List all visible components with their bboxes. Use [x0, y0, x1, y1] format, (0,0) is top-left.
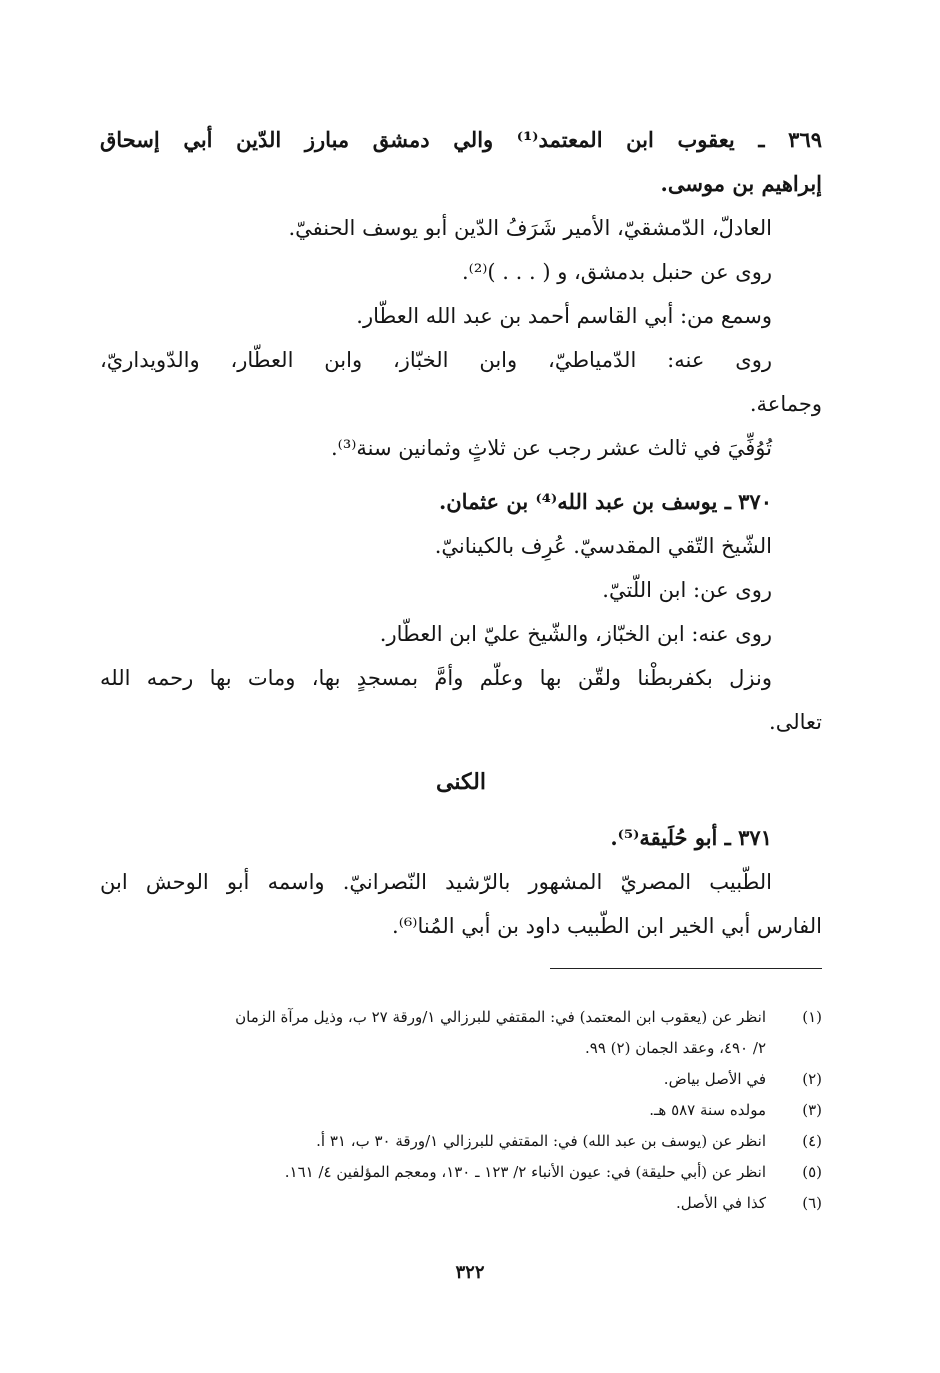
footnote-number: (٤) [802, 1132, 822, 1150]
entry-369-heading: ٣٦٩ ـ يعقوب ابن المعتمد⁽¹⁾ والي دمشق مبارز الدّين أبي إسحاق [100, 127, 822, 152]
footnote-text: كذا في الأصل. [676, 1194, 766, 1212]
entry-370-biography: ونزل بكفربطْنا ولقّن بها وعلّم وأمَّ بمسجدٍ بها، ومات بها رحمه الله [100, 666, 772, 690]
main-text [100, 118, 822, 948]
footnote-3 [100, 1095, 822, 1126]
footnote-text: في الأصل بياض. [663, 1070, 766, 1088]
footnote-1 [100, 1002, 822, 1064]
footnote-text: انظر عن (أبي حليقة) في: عيون الأنباء ٢/ ١٢٣ ـ ١٣٠، ومعجم المؤلفين ٤/ ١٦١. [284, 1163, 766, 1181]
footnote-text-line1: انظر عن (يعقوب ابن المعتمد) في: المقتفي للبرزالي ١/ورقة ٢٧ ب، وذيل مرآة الزمان [235, 1008, 766, 1026]
footnote-number: (٢) [802, 1070, 822, 1088]
entry-370-description: الشّيخ التّقي المقدسيّ. عُرِف بالكينانيّ. [434, 534, 772, 558]
footnote-4 [100, 1126, 822, 1157]
entry-369-narrated-from: روى عن حنبل بدمشق، و ( . . . )⁽²⁾. [462, 260, 772, 284]
footnote-text [100, 1002, 766, 1064]
footnote-5 [100, 1157, 822, 1188]
footnote-text: مولده سنة ٥٨٧ هـ. [649, 1101, 766, 1119]
footnote-text-line2: ٢/ ٤٩٠، وعقد الجمان (٢) ٩٩. [585, 1039, 766, 1057]
footnote-divider [550, 968, 822, 969]
page-number: ٣٢٢ [455, 1262, 485, 1283]
footnotes [100, 1002, 822, 1219]
entry-371-heading: ٣٧١ ـ أبو حُلَيقة⁽⁵⁾. [610, 825, 772, 850]
entry-371-description: الطّبيب المصريّ المشهور بالرّشيد النّصرانيّ. واسمه أبو الوحش ابن [100, 870, 772, 894]
entry-370-heading: ٣٧٠ ـ يوسف بن عبد الله⁽⁴⁾ بن عثمان. [438, 489, 772, 514]
footnote-2 [100, 1064, 822, 1095]
footnote-text: انظر عن (يوسف بن عبد الله) في: المقتفي للبرزالي ١/ورقة ٣٠ ب، ٣١ أ. [316, 1132, 766, 1150]
entry-369-heading-cont: إبراهيم بن موسى. [660, 171, 822, 196]
footnote-6 [100, 1188, 822, 1219]
section-heading: الكنى [436, 769, 486, 795]
footnote-number: (١) [802, 1008, 822, 1026]
entry-370-biography-cont: تعالى. [769, 710, 822, 734]
entry-371-description-cont: الفارس أبي الخير ابن الطّبيب داود بن أبي المُنا⁽⁶⁾. [392, 914, 822, 938]
entry-369-heard-from: وسمع من: أبي القاسم أحمد بن عبد الله العطّار. [356, 304, 772, 328]
entry-369-death: تُوُفِّيَ في ثالث عشر رجب عن ثلاثٍ وثمانين سنة⁽³⁾. [330, 436, 772, 460]
footnote-number: (٣) [802, 1101, 822, 1119]
entry-370-narrated-by: روى عنه: ابن الخبّاز، والشّيخ عليّ ابن العطّار. [379, 622, 772, 646]
entry-369-narrated-by: روى عنه: الدّمياطيّ، وابن الخبّاز، وابن العطّار، والدّويداريّ، [100, 348, 772, 372]
entry-369-narrated-by-cont: وجماعة. [749, 392, 822, 416]
entry-369-description: العادلّ، الدّمشقيّ، الأمير شَرَفُ الدّين أبو يوسف الحنفيّ. [288, 216, 772, 240]
entry-370-narrated-from: روى عن: ابن اللّتيّ. [602, 578, 772, 602]
footnote-number: (٦) [802, 1194, 822, 1212]
footnote-number: (٥) [802, 1163, 822, 1181]
